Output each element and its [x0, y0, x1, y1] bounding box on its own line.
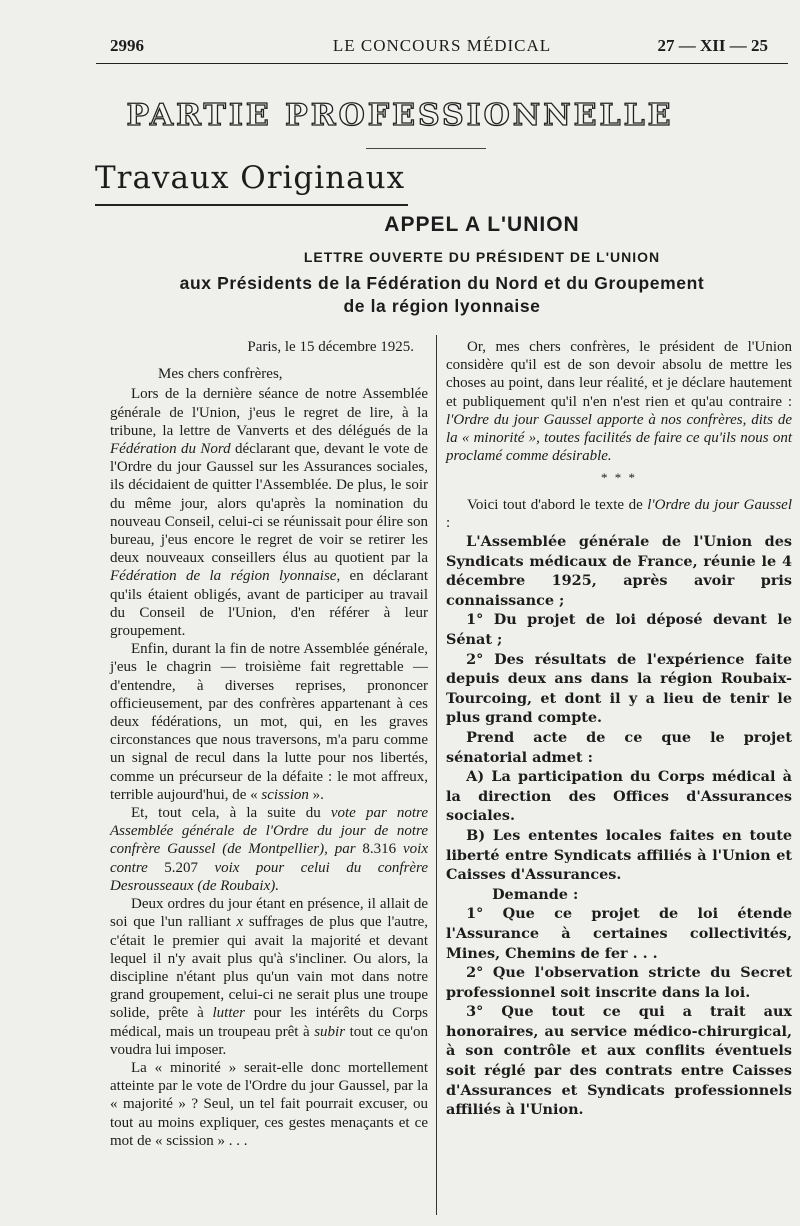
column-divider: [436, 335, 437, 1215]
paragraph: Voici tout d'abord le texte de l'Ordre du jour Gaussel :: [446, 496, 793, 531]
subsection-underline: [95, 204, 408, 206]
page-header: [96, 30, 788, 60]
paragraph: Deux ordres du jour étant en présence, il allait de soi que l'un ralliant x suffrages de plus que l'autre, c'était le premier qui avait la majorité et devant lequel il n'y avait plus qu'à s'incliner. Ou alors, la discipline n'étant plus qu'un vain mot dans notre grand groupement, celui-ci ne serait plus une troupe solide, prête à lutter pour les intérêts du Corps médical, mais un troupeau prêt à subir tout ce qu'on voudra lui imposer.: [110, 896, 429, 1058]
letter-date: Paris, le 15 décembre 1925.: [247, 339, 414, 355]
article-subtitle-2: aux Présidents de la Fédération du Nord et du Groupement: [179, 273, 705, 293]
paragraph: Or, mes chers confrères, le président de l'Union considère qu'il est de son devoir absolu de mettre les choses au point, dans leur réalité, et je déclare hautement et publiquement qu'il n'en n'est rien et qu'au contraire : l'Ordre du jour Gaussel apporte à nos confrères, dits de la « minorité », toutes facilités de faire ce qu'ils nous ont proclamé comme désirable.: [446, 339, 792, 465]
section-divider: [366, 148, 486, 149]
article-subtitle-3: de la région lyonnaise: [343, 296, 541, 316]
resolution-item: A) La participation du Corps médical à la direction des Offices d'Assurances sociales.: [446, 768, 792, 825]
resolution-item: 1° Du projet de loi déposé devant le Sénat ;: [446, 611, 792, 648]
resolution-item: 1° Que ce projet de loi étende l'Assurance à certaines collectivités, Mines, Chemins de fer . . .: [446, 905, 792, 962]
resolution-heading: Demande :: [492, 885, 579, 903]
section-title: PARTIE PROFESSIONNELLE: [126, 98, 674, 133]
paragraph: La « minorité » serait-elle donc mortellement atteinte par le vote de l'Ordre du jour Gaussel, par la « majorité » ? Seul, un tel fait pourrait excuser, ou tout au moins expliquer, ces gestes menaçants et ce mot de « scission » . . .: [110, 1059, 428, 1149]
paragraph: Lors de la dernière séance de notre Assemblée générale de l'Union, j'eus le regret de lire, à la tribune, la lettre de Vanverts et des délégués de la Fédération du Nord déclarant que, devant le vote de l'Ordre du jour Gaussel sur les Assurances sociales, ils décidaient de quitter l'Assemblée. De plus, le soir du même jour, alors qu'après la nomination du nouveau Conseil, celui-ci se réunissait pour élire son bureau, j'eus encore le regret de voir se retirer les deux nouveaux conseillers élus au quotient par la Fédération de la région lyonnaise, en déclarant qu'ils étaient obligés, avant de participer au travail du Conseil de l'Union, d'en référer à leur groupement.: [110, 386, 428, 640]
resolution-item: 3° Que tout ce qui a trait aux honoraires, au service médico-chirurgical, à son contrôle et aux conflits éventuels soit réglé par des contrats entre Caisses d'Assurances et Syndicats professionnels affiliés à l'Union.: [446, 1003, 792, 1119]
resolution-item: 2° Que l'observation stricte du Secret professionnel soit inscrite dans la loi.: [446, 964, 792, 1001]
left-column: [110, 338, 428, 1150]
resolution-text: L'Assemblée générale de l'Union des Syndicats médicaux de France, réunie le 4 décembre 1925, après avoir pris connaissance ;: [446, 533, 792, 609]
page-number: 2996: [110, 36, 144, 55]
resolution-text: Prend acte de ce que le projet sénatorial admet :: [446, 728, 792, 766]
section-stars: * * *: [601, 470, 637, 486]
paragraph: Et, tout cela, à la suite du vote par notre Assemblée générale de l'Ordre du jour de notre confrère Gaussel (de Montpellier), par 8.316 voix contre 5.207 voix pour celui du confrère Desrousseaux (de Roubaix).: [110, 805, 429, 894]
right-column: [446, 338, 792, 1120]
paragraph: Enfin, durant la fin de notre Assemblée générale, j'eus le chagrin — troisième fait regrettable — d'entendre, à diverses reprises, prononcer officieusement, par des confrères appartenant à ces deux fédérations, un mot, qui, en les graves circonstances que nous traversons, m'a paru comme un signal de recul dans la lutte pour nos libertés, comme un précurseur de la défaite : le mot affreux, terrible aujourd'hui, de « scission ».: [110, 641, 428, 803]
subsection-title: Travaux Originaux: [95, 160, 406, 196]
resolution-item: B) Les ententes locales faites en toute liberté entre Syndicats affiliés à l'Union et Caisses d'Assurances.: [446, 826, 792, 884]
article-subtitle-1: LETTRE OUVERTE DU PRÉSIDENT DE L'UNION: [303, 249, 661, 265]
journal-title: LE CONCOURS MÉDICAL: [332, 36, 552, 55]
article-title: APPEL A L'UNION: [384, 213, 580, 236]
salutation: Mes chers confrères,: [158, 366, 283, 383]
header-rule: [96, 63, 788, 64]
resolution-item: 2° Des résultats de l'expérience faite depuis deux ans dans la région Roubaix-Tourcoing, et dont il y a lieu de tenir le plus grand compte.: [446, 650, 792, 727]
issue-date: 27 — XII — 25: [657, 36, 768, 55]
